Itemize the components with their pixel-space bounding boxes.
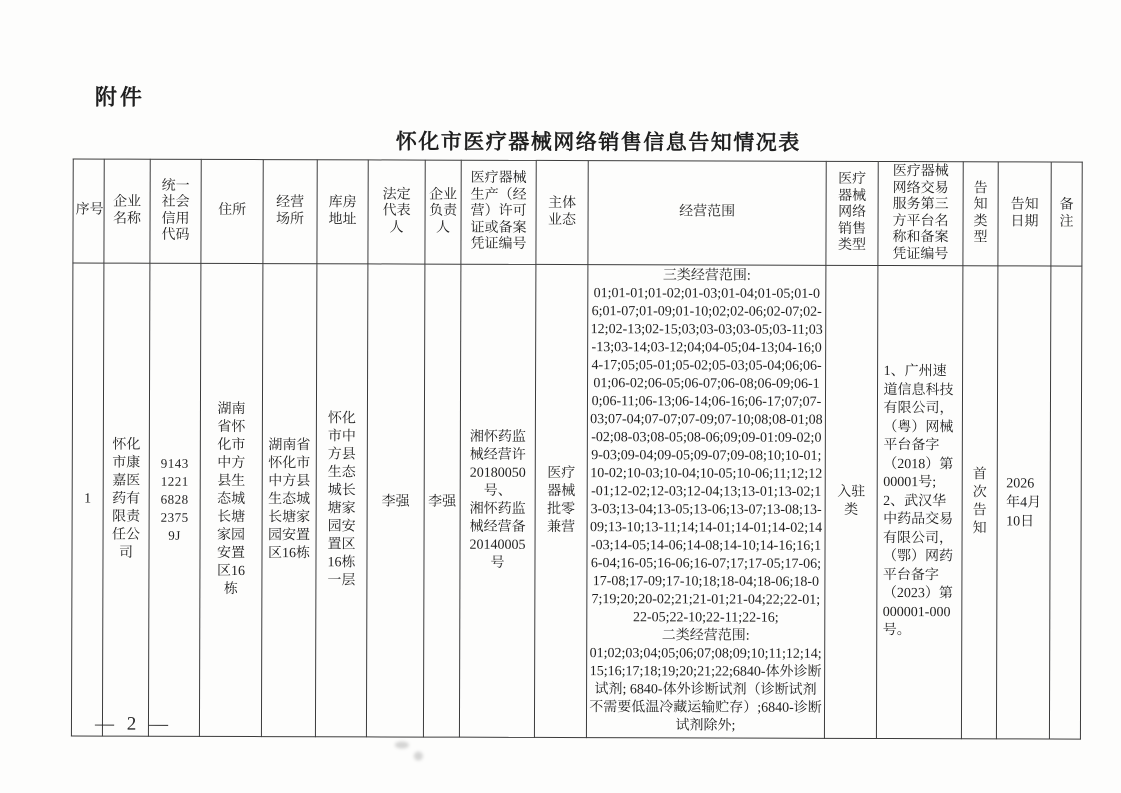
header-business-form: 主体业态 <box>536 160 588 264</box>
header-enterprise-manager: 企业负责人 <box>425 160 461 264</box>
cell-warehouse-address: 怀化市中方县生态城长塘家园安置区16栋一层 <box>315 264 367 737</box>
cell-notice-type: 首次告知 <box>961 266 997 739</box>
cell-business-scope: 三类经营范围: 01;01-01;01-02;01-03;01-04;01-05;01-06;01-07;01-09;01-10;02;02-06;02-07;02-12;02-13;02-15;03;03-03;03-05;03-11;03-13;03-14;03-12;04;04-05;04-13;04-16;04-17;05;05-01;05-02;05-03;05-04;06;06-01;06-02;06-05;06-07;06-08;06-09;06-10;06-11;06-13;06-14;06-16;06-17;07;07-03;07-04;07-07;07-09;07-10;08;08-01;08-02;08-03;08-05;08-06;09;09-01:09-02;09-03;09-04;09-05;09-07;09-08;10;10-01;10-02;10-03;10-04;10-05;10-06;11;12;12-01;12-02;12-03;12-04;13;13-01;13-02;13-03;13-04;13-05;13-06;13-07;13-08;13-09;13-10;13-11;14;14-01;14-01;14-02;14-03;14-05;14-06;14-08;14-10;14-16;16;16-04;16-05;16-06;16-07;17;17-05;17-06;17-08;17-09;17-10;18;18-04;18-06;18-07;19;20;20-02;21;21-01;21-04;22;22-01;22-05;22-10;22-11;22-16; 二类经营范围: 01;02;03;04;05;06;07;08;09;10;11;12;14;15;16;17;18;19;20;21;22;6840-体外诊断试剂; 6840-体外诊断试剂（诊断试剂不需要低温冷藏运输贮存）;6840-诊断试剂除外; <box>586 265 825 739</box>
scan-smudge <box>414 752 423 761</box>
notification-table <box>71 158 1083 739</box>
header-row <box>73 159 1082 266</box>
header-seq: 序号 <box>73 159 104 263</box>
cell-remarks <box>1049 266 1081 739</box>
page-title: 怀化市医疗器械网络销售信息告知情况表 <box>395 129 801 155</box>
cell-credit-code: 91431221682823759J <box>148 263 200 736</box>
header-license-no: 医疗器械生产（经营）许可证或备案凭证编号 <box>461 160 536 264</box>
header-company-name: 企业名称 <box>104 159 150 263</box>
title-container <box>73 124 1082 157</box>
cell-network-sales-type: 入驻类 <box>824 265 877 738</box>
cell-company-name: 怀化市康嘉医药有限责任公司 <box>102 263 149 736</box>
header-network-sales-type: 医疗器械网络销售类型 <box>826 161 878 265</box>
header-notice-date: 告知日期 <box>998 162 1051 266</box>
cell-residence: 湖南省怀化市中方县生态城长塘家园安置区16栋 <box>199 263 262 736</box>
attachment-label: 附件 <box>94 84 145 110</box>
header-business-scope: 经营范围 <box>588 161 826 266</box>
header-remarks: 备注 <box>1051 162 1082 266</box>
table-row <box>71 263 1081 739</box>
cell-license-no: 湘怀药监械经营许20180050号、 湘怀药监械经营备20140005号 <box>459 264 535 737</box>
header-legal-representative: 法定代表人 <box>368 160 425 264</box>
cell-notice-date: 2026 年4月 10日 <box>996 266 1050 739</box>
cell-seq: 1 <box>71 263 103 736</box>
header-third-party-platform: 医疗器械网络交易服务第三方平台名称和备案凭证编号 <box>878 161 963 265</box>
cell-legal-representative: 李强 <box>366 264 424 737</box>
header-credit-code: 统一社会信用代码 <box>150 159 201 263</box>
page-number: — 2 — <box>94 713 173 735</box>
header-notice-type: 告知类型 <box>963 162 998 266</box>
cell-enterprise-manager: 李强 <box>423 264 460 737</box>
cell-business-premises: 湖南省怀化市中方县生态城长塘家园安置区16栋 <box>261 264 316 737</box>
scan-smudge <box>395 741 409 748</box>
cell-business-form: 医疗器械批零兼营 <box>534 264 587 737</box>
header-residence: 住所 <box>201 159 263 263</box>
cell-third-party-platform: 1、广州速道信息科技有限公司，（粤）网械平台备字 （2018）第00001号; 2、武汉华中药品交易有限公司，（鄂）网药平台备字 （2023）第000001-000号。 <box>876 265 962 738</box>
header-business-premises: 经营场所 <box>263 160 317 264</box>
header-warehouse-address: 库房地址 <box>317 160 368 264</box>
